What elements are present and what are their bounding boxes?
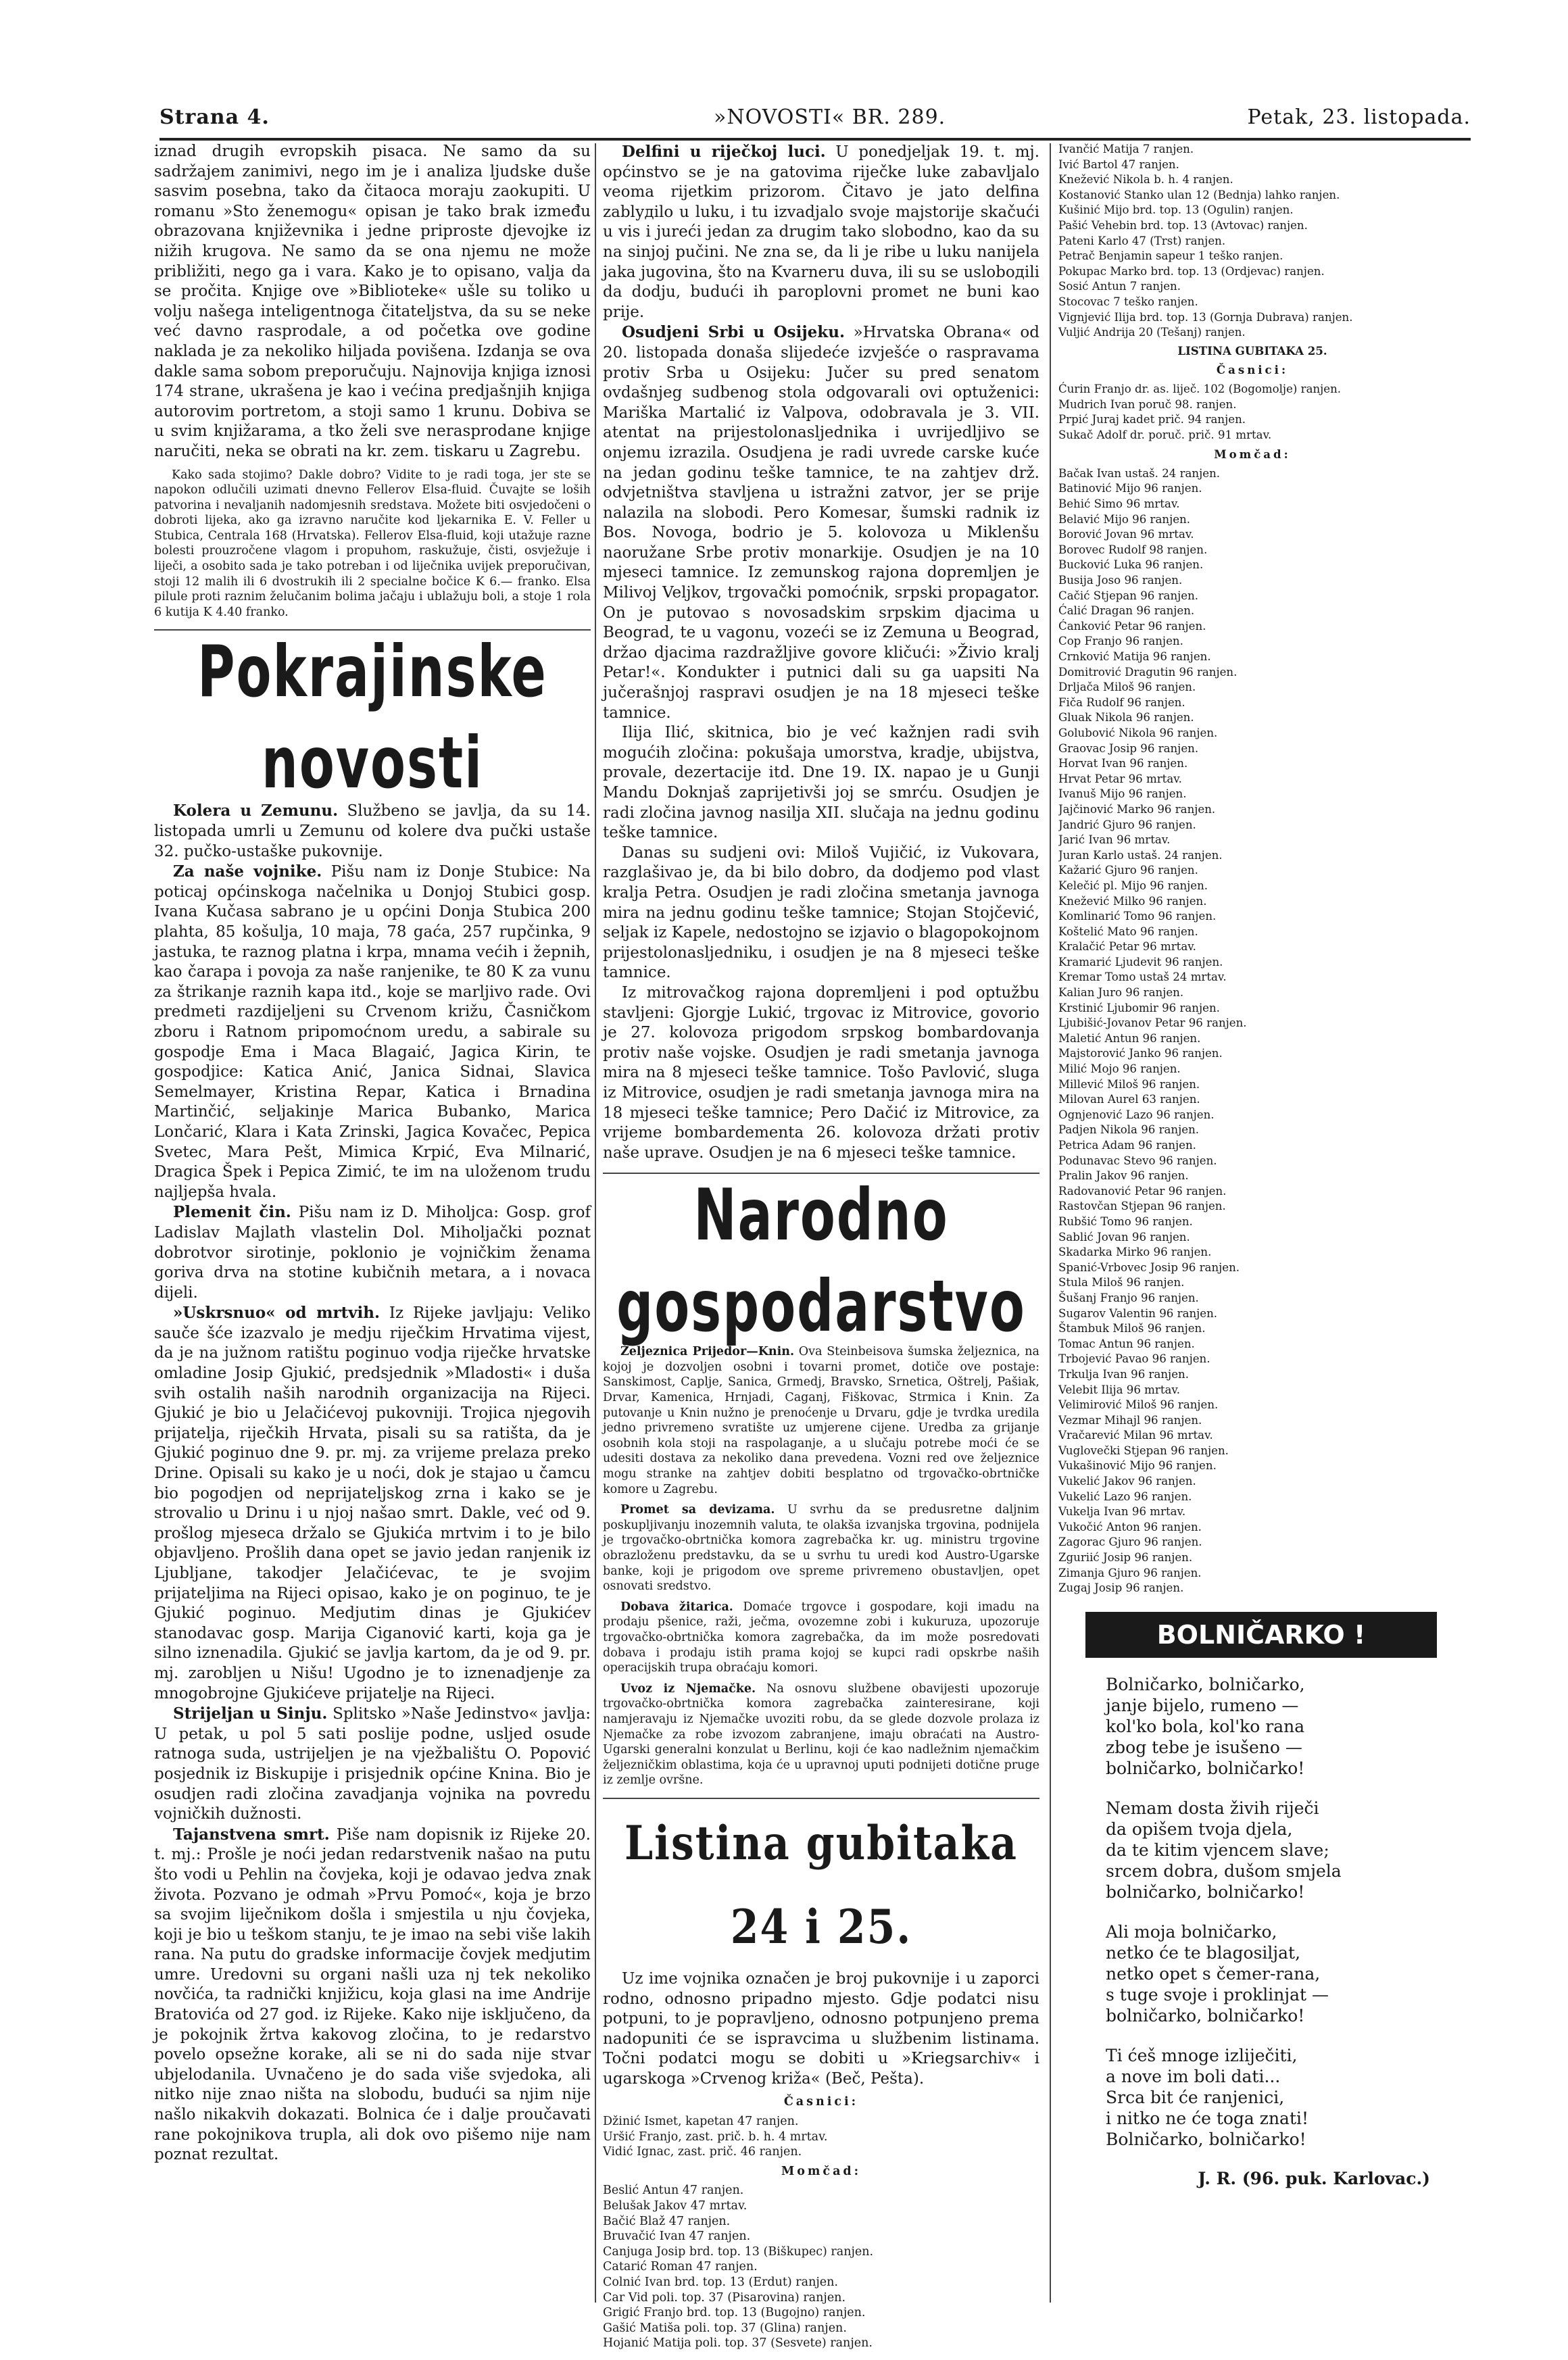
poem-line: janje bijelo, rumeno —: [1106, 1696, 1299, 1715]
list-item: Jandrić Gjuro 96 ranjen.: [1058, 818, 1196, 831]
list-item: Pašić Vehebin brd. top. 13 (Avtovac) ranjen.: [1058, 218, 1308, 232]
list-item: Pokupac Marko brd. top. 13 (Ordjevac) ranjen.: [1058, 264, 1325, 278]
article-text: Pišu nam iz Donje Stubice: Na poticaj općinskoga načelnika u Donjoj Stubici gosp. Ivana Kučasa sabrano je u općini Donja Stubica 200 plahta, 85 košulja, 10 maja, 78 gaća, 257 rupčinka, 9 jastuka, te raznog platna i krpa, mnama većih i žepnih, kao čarapa i povoja za naše ranjenike, te 80 K za vunu za štrikanje raznih kapa itd., koje se marljivo rade. Ovi predmeti razdijeljeni su Crvenom križu, Časničkom zboru i Ratnom pripomoćnom uredu, a sabirale su gospodje Ema i Maca Blagaić, Jagica Kirin, te gospodjice: Katica Anić, Janica Sidnai, Slavica Semelmayer, Kristina Repar, Katica i Brnadina Martinčić, seljakinje Marica Bubanko, Marica Lončarić, Klara i Kata Zrinski, Jagica Kovačec, Pepica Svetec, Mara Pešt, Mimica Krpić, Eva Milnarić, Dragica Špek i Pepica Zimić, te im na uloženom trudu najljepša hvala.: [154, 863, 591, 1201]
article-title: Plemenit čin.: [173, 1203, 291, 1222]
list-item: Trbojević Pavao 96 ranjen.: [1058, 1352, 1210, 1366]
list-item: Grigić Franjo brd. top. 13 (Bugojno) ranjen.: [603, 2306, 866, 2320]
list-heading: LISTINA GUBITAKA 25.: [1177, 343, 1327, 358]
list-item: Batinović Mijo 96 ranjen.: [1058, 482, 1202, 495]
list-item: Kramarić Ljudevit 96 ranjen.: [1058, 955, 1223, 968]
article-paragraph: Iz mitrovačkog rajona dopremljeni i pod optužbu stavljeni: Gjorgje Lukić, trgovac iz Mitrovice, govorio je 27. kolovoza prigodom srpskog bombardovanja protiv naše vojske. Osudjen je radi smetanja javnoga mira na 8 mjeseci teške tamnice. Tošo Pavlović, sluga iz Mitrovice, osudjen je radi smetanja javnoga mira na 18 mjeseci teške tamnice; Pero Dačić iz Mitrovice, za vrijeme bombardementa 26. kolovoza držati protiv naše uprave. Osudjen je na 6 mjeseci teške tamnice.: [603, 983, 1039, 1162]
list-item: Vukelja Ivan 96 mrtav.: [1058, 1505, 1186, 1519]
casualty-list: [603, 2114, 1039, 2160]
list-item: Maletić Antun 96 ranjen.: [1058, 1031, 1201, 1045]
list-item: Vezmar Mihajl 96 ranjen.: [1058, 1413, 1202, 1427]
list-item: Beslić Antun 47 ranjen.: [603, 2184, 744, 2198]
list-item: Bucković Luka 96 ranjen.: [1058, 558, 1204, 572]
article-title: Delfini u riječkoj luci.: [622, 143, 826, 161]
list-item: Colnić Ivan brd. top. 13 (Erdut) ranjen.: [603, 2276, 838, 2289]
list-item: Ivanuš Mijo 96 ranjen.: [1058, 787, 1187, 801]
list-item: Zguriić Josip 96 ranjen.: [1058, 1551, 1193, 1565]
article-text: U ponedjeljak 19. t. mj. općinstvo se je na gatovima riječke luke zabavljalo veoma rijetkim prizorom. Čitavo je jato delfina zablудilo u luku, i tu izvadjalo svoje majstorije skačući u vis i jureći jedan za drugim tako slobodno, kao da su na sinjoj pučini. Ne zna se, da li je ribe u luku nanijela jaka jugovina, što na Kvarneru duva, ili su se usloboдili da dodju, budući ih paroplovni promet ne buni kao prije.: [603, 143, 1039, 321]
article-paragraph: Danas su sudjeni ovi: Miloš Vujičić, iz Vukovara, razglašivao je, da bi bilo dobro, da dodjemo pod vlast kralja Petra. Osudjen je radi zločina smetanja javnoga mira na jednu godinu teške tamnice; Stojan Stojčević, seljak iz Kapele, nedostojno se izjavio o blagopokojnom prijestolonasljedniku, i osudjen je na 8 mjeseci teške tamnice.: [603, 843, 1039, 982]
list-item: Vukelić Jakov 96 ranjen.: [1058, 1475, 1196, 1488]
poem-stanza: [1106, 2045, 1437, 2150]
poem-line: Bolničarko, bolničarko!: [1106, 2130, 1306, 2149]
article-title: Kolera u Zemunu.: [173, 802, 339, 820]
list-item: Koštelić Mato 96 ranjen.: [1058, 925, 1198, 938]
list-item: Vračarević Milan 96 mrtav.: [1058, 1429, 1213, 1442]
section-heading: Pokrajinske novosti: [197, 630, 547, 805]
casualty-list: [1058, 466, 1446, 1596]
list-item: Vuljić Andrija 20 (Tešanj) ranjen.: [1058, 326, 1246, 339]
list-item: Knežević Nikola b. h. 4 ranjen.: [1058, 173, 1233, 187]
article-title: Dobava žitarica.: [620, 1600, 733, 1614]
poem-line: kol'ko bola, kol'ko rana: [1106, 1717, 1305, 1736]
list-item: Petrica Adam 96 ranjen.: [1058, 1139, 1196, 1152]
list-item: Zimanja Gjuro 96 ranjen.: [1058, 1566, 1202, 1579]
article-title: Strijeljan u Sinju.: [173, 1704, 328, 1723]
list-item: Cop Franjo 96 ranjen.: [1058, 635, 1183, 648]
article-text: U svrhu da se predusretne daljnim poskupljivanju inozemnih valuta, te olakša izvanjska trgovina, podnijela je trgovačko-obrtnička komora zagrebačka kr. ug. ministru trgovine obrazloženu predstavku, da se u svrhu tu uredi kod Austro-Ugarske banke, koji je prigodom ove spreme privremeno obustavljen, opet osnovati sredstvo.: [603, 1503, 1039, 1594]
poem-stanza: [1106, 1921, 1437, 2026]
list-item: Milovan Aurel 63 ranjen.: [1058, 1093, 1200, 1106]
column-rule: [1050, 143, 1051, 2303]
article-title: Osudjeni Srbi u Osijeku.: [622, 323, 845, 342]
article-text: Domaće trgovce i gospodare, koji imadu na prodaju pšenice, raži, ječma, ovozemne zobi i kukuruza, upozoruje trgovačko-obrtnička komora zagrebačka, da im može posredovati dobava i prodaju istih prama kojoj se kupci radi opskrbe naših operacijskih trupa obraćaju komori.: [603, 1600, 1039, 1675]
poem-stanza: [1106, 1798, 1437, 1902]
article-paragraph: Uz ime vojnika označen je broj pukovnije i u zaporci rodno, odnosno pripadno mjesto. Gdje podatci nisu potpuni, to je popravljeno, odnosno potpunjeno prema nadopuniti će se ispravcima u službenim listinama. Točni podatci mogu se dobiti u »Kriegsarchiv« i ugarskoga »Crvenog križa« (Beč, Pešta).: [603, 1969, 1039, 2088]
list-item: Canjuga Josip brd. top. 13 (Biškupec) ranjen.: [603, 2244, 874, 2259]
list-item: Spanić-Vrbovec Josip 96 ranjen.: [1058, 1260, 1240, 1274]
poem-line: Srca bit će ranjenici,: [1106, 2088, 1285, 2107]
column-1: [154, 142, 591, 2165]
list-item: Ćalić Dragan 96 ranjen.: [1058, 604, 1195, 618]
list-item: Vidić Ignac, zast. prič. 46 ranjen.: [603, 2145, 802, 2159]
column-rule: [595, 143, 596, 2303]
list-item: Crnković Matija 96 ranjen.: [1058, 650, 1211, 663]
list-item: Belavić Mijo 96 ranjen.: [1058, 512, 1191, 526]
list-item: Rastovčan Stjepan 96 ranjen.: [1058, 1200, 1226, 1213]
poem-stanza: [1106, 1674, 1437, 1779]
article-text: Na osnovu službene obavijesti upozoruje trgovačko-obrtnička komora zagrebačka zainteresirane, koji namjeravaju iz Njemačke uvoziti robu, da se gledе dozvole prolaza iz Njemačke za robe izvozom zabranjene, imaju obraćati na Austro-Ugarski generalni konzulat u Berlinu, koji će kao nadležnim njemačkim željezničkim oblastima, koja će u upravnoj uputi podnijeti dotične pruge iz zemlje ovršne.: [603, 1681, 1039, 1788]
list-item: Sugarov Valentin 96 ranjen.: [1058, 1306, 1218, 1320]
article-paragraph: iznad drugih evropskih pisaca. Ne samo da su sadržajem zanimivi, nego im je i analiza ljudske duše sasvim posebna, tako da čitaoca moraju zaokupiti. U romanu »Sto ženemogu« opisan je tako brak između obrazovana književnika i jedne priproste djevojke iz nižih krugova. Ne samo da se ona njemu ne može približiti, nego ga i vara. Kako je to opisano, valja da se pročita. Knjige ove »Biblioteke« ušle su toliko u volju našega inteligentnoga čitateljstva, da su se neke već davno rasprodale, a od početka ove godine naklada je za nekoliko hiljada povišena. Izdanja se ova dakle sama sobom preporučuju. Najnovija knjiga iznosi 174 strane, ukrašena je kao i većina predjašnjih knjiga autorovim portretom, a stoji samo 1 krunu. Dobiva se u svim knjižarama, a tko želi sve nerasprodane knjige naručiti, neka se obrati na kr. zem. tiskaru u Zagrebu.: [154, 143, 591, 460]
article-text: Ova Steinbeisova šumska željeznica, na kojoj je dozvoljen osobni i tovarni promet, dotiče ove postaje: Sanskimost, Caplje, Sanica, Grmedj, Bravsko, Srnetica, Oštrelj, Pašiak, Drvar, Kamenica, Hrnjadi, Caganj, Fiškovac, Strmica i Knin. Za putovanje u Knin nužno je prenoćenje u Drvaru, gdje je tvrdka uredila jedno privremeno svratište uz umjerene cijene. Uredba za grijanje osobnih kola stoji na raspolaganje, a u slučaju potrebe moći će se udesiti dostava za nekoliko dana prevedena. Vozni red ove željeznice mogu stranke na zahtjev dobiti besplatno od trgovačko-obrtničke komore u Zagrebu.: [603, 1345, 1039, 1496]
list-item: Borovec Rudolf 98 ranjen.: [1058, 543, 1208, 556]
poem-stanzas: [1085, 1674, 1437, 2150]
list-item: Vukelić Lazo 96 ranjen.: [1058, 1490, 1192, 1503]
article-text: Splitsko »Naše Jedinstvo« javlja: U petak, u pol 5 sati poslije podne, usljed osude ratnoga suda, ustrijeljen je na vježbalištu O. Popović posjednik iz Biskupije i prisjednik općine Knina. Bio je osudjen radi zločina zavadjanja vojnika na povredu vojničkih dužnosti.: [154, 1705, 591, 1823]
list-item: Kalian Juro 96 ranjen.: [1058, 986, 1184, 1000]
list-item: Podunavac Stevo 96 ranjen.: [1058, 1154, 1217, 1167]
list-item: Knežević Milko 96 ranjen.: [1058, 894, 1207, 908]
list-item: Stula Miloš 96 ranjen.: [1058, 1276, 1185, 1289]
list-item: Pralin Jakov 96 ranjen.: [1058, 1169, 1189, 1183]
article-title: Za naše vojnike.: [173, 862, 322, 881]
section-heading: Listina gubitaka 24 i 25.: [624, 1816, 1019, 1955]
poem-line: da te kitim vjencem slave;: [1106, 1840, 1329, 1860]
list-item: Milić Mojo 96 ranjen.: [1058, 1062, 1181, 1076]
list-item: Komlinarić Tomo 96 ranjen.: [1058, 910, 1217, 923]
casualty-list: [603, 2183, 1039, 2351]
list-item: Stocovac 7 teško ranjen.: [1058, 295, 1198, 308]
list-heading: Časnici:: [783, 2095, 859, 2109]
poem-line: netko će te blagosiljat,: [1106, 1943, 1301, 1963]
list-item: Bačak Ivan ustaš. 24 ranjen.: [1058, 466, 1221, 480]
list-item: Fiča Rudolf 96 ranjen.: [1058, 695, 1185, 709]
poem-line: zbog tebe je isušeno —: [1106, 1738, 1302, 1757]
list-heading: Momčad:: [781, 2164, 862, 2178]
list-item: Horvat Ivan 96 ranjen.: [1058, 757, 1188, 770]
list-item: Catarić Roman 47 ranjen.: [603, 2260, 758, 2274]
list-item: Juran Karlo ustaš. 24 ranjen.: [1058, 848, 1223, 862]
list-item: Trkulja Ivan 96 ranjen.: [1058, 1367, 1189, 1381]
list-item: Cačić Stjepan 96 ranjen.: [1058, 589, 1199, 602]
poem-line: s tuge svoje i proklinjat —: [1106, 1985, 1329, 2005]
article-text: Piše nam dopisnik iz Rijeke 20. t. mj.: Prošle je noći jedan redarstvenik našao na putu što vodi u Pehlin na čovjeka, koji je odavao jedva znak života. Pozvano je odmah »Prvu Pomoć«, koja je brzo sa svojim liječnikom došla i smjestila u nju čovjeka, koji je bio u teškom stanju, te je imao na sebi više lakih rana. Na putu do gradske informacije čovjek medjutim umre. Uredovni su organi našli uza nj tek nekoliko novčića, ta radnički knjižicu, koja glasi na ime Andrije Bratovića od 27 god. iz Rijeke. Kako nije isključeno, da je pokojnik žrtva kakovog zločina, to je redarstvo povelo opsežne korake, ali se ni do sada nije stvar ubjelodanila. Uvnačeno je do sada više svjedoka, ali nitko nije znao ništa na slobodu, budući sa njim nije našlo nikakvih dokazati. Bolnica će i dalje proučavati rane pokojnikova trupla, ali dok ovo pišemo nije nam poznat rezultat.: [154, 1825, 591, 2164]
list-item: Kremar Tomo ustaš 24 mrtav.: [1058, 970, 1227, 984]
issue-date: Petak, 23. listopada.: [1247, 105, 1471, 129]
list-item: Ljubišić-Jovanov Petar 96 ranjen.: [1058, 1016, 1247, 1030]
list-item: Hrvat Petar 96 mrtav.: [1058, 772, 1182, 785]
list-item: Belušak Jakov 47 mrtav.: [603, 2199, 748, 2213]
poem-line: Ti ćeš mnoge izliječiti,: [1106, 2046, 1298, 2065]
poem-line: Nemam dosta živih riječi: [1106, 1798, 1319, 1818]
list-item: Gašić Matiša poli. top. 37 (Glina) ranjen.: [603, 2321, 847, 2335]
poem-box: [1085, 1612, 1437, 2207]
list-item: Šušanj Franjo 96 ranjen.: [1058, 1291, 1199, 1304]
casualty-list: [1058, 382, 1446, 443]
list-item: Vuglovečki Stjepan 96 ranjen.: [1058, 1444, 1229, 1457]
poem-line: da opišem tvoja djela,: [1106, 1819, 1293, 1839]
casualty-list: [1058, 142, 1446, 341]
list-item: Zugaj Josip 96 ranjen.: [1058, 1581, 1184, 1595]
poem-line: netko opet s čemer-rana,: [1106, 1964, 1321, 1984]
article-text: Iz Rijeke javljaju: Veliko sauče šće izazvalo je medju riječkim Hrvatima vijest, da je na južnom ratištu poginuo vodja riječke hrvatske omladine Josip Gjukić, predsjednik »Mladosti« i duša svih ostalih naših narodnih organizacija na Rijeci. Gjukić je bio u Jelačićevoj pukovniji. Trojica njegovih prijatelja, riječkih Hrvata, pisali su sa ratišta, da je Gjukić poginuo dne 9. pr. mj. za vrijeme prelaza preko Drine. Opisali su kako je u noći, dok je stajao u čamcu bio pogodjen od neprijateljskog zrna i kako se je strovalio u Drinu i u njoj našao smrt. Dakle, već od 9. prošlog mjeseca držalo se Gjukića mrtvim i to je bilo objavljeno. Prošlih dana opet se javio jedan ranjenik iz Ljubljane, takodjer Jelačićevac, te je svojim prijateljima na Rijeci opisao, kako je on poginuo, te je Gjukić poginuo. Medjutim dinas je Gjukićev stanodavac gosp. Marija Ciganović karti, koja ga je silno iznenadila. Gjukić se javlja kartom, da je od 9. pr. mj. zarobljen u Nišu! Ugodno je to iznenadjenje za mnogobrojne Gjukićeve prijatelje na Rijeci.: [154, 1304, 591, 1702]
list-item: Zagorac Gjuro 96 ranjen.: [1058, 1535, 1202, 1549]
list-item: Bačić Blaž 47 ranjen.: [603, 2214, 731, 2228]
list-item: Behić Simo 96 mrtav.: [1058, 497, 1180, 511]
list-item: Car Vid poli. top. 37 (Pisarovina) ranjen.: [603, 2290, 846, 2305]
poem-line: bolničarko, bolničarko!: [1106, 1882, 1305, 1902]
list-item: Jarić Ivan 96 mrtav.: [1058, 833, 1171, 847]
article-text: Službeno se javlja, da su 14. listopada umrli u Zemunu od kolere dva pučki ustaše 32. pučko-ustaške pukovnije.: [154, 802, 591, 860]
poem-signature: J. R. (96. puk. Karlovac.): [1198, 2169, 1430, 2188]
list-item: Ivančić Matija 7 ranjen.: [1058, 143, 1194, 155]
column-2: [603, 142, 1039, 2351]
list-item: Skadarka Mirko 96 ranjen.: [1058, 1246, 1212, 1259]
newspaper-issue: »NOVOSTI« BR. 289.: [714, 105, 946, 129]
list-item: Sukač Adolf dr. poruč. prič. 91 mrtav.: [1058, 428, 1272, 441]
article-text: »Hrvatska Obrana« od 20. listopada donaša slijedeće izvješće o raspravama protiv Srba u Osijeku: Jučer su pred senatom ovdašnjeg sudbenog stola odgovarali ovi optuženici: Mariška Martalić iz Valpova, odobravala je 3. VII. atentat na prijestolonasljednika i uvrijedljivo se onjemu izrazila. Osudjena je radi uvrede carske kuće na jedan godinu teške tamnice, te na zahtjev drž. odvjetništva stavljena u istražni zatvor, jer se prije nalazila na slobodi. Pero Komesar, šumski radnik iz Bos. Novoga, bodrio je 5. kolovoza u Miklenšu naoružane Srbe protiv monarkije. Osudjen je na 10 mjeseci tamnice. Iz zemunskog rajona dopremljen je Milivoj Veljkov, trgovački pomoćnik, srpski propagator. On je putovao s novosadskim srpskim djacima u Beograd, te u vagonu, vozeći se iz Zemuna u Beograd, držao djacima razdražljive govore kličući: »Živio kralj Petar!«. Kondukter i putnici dali su ga uapsiti Na jučerašnjoj raspravi osudjen je na 18 mjeseci teške tamnice.: [603, 324, 1039, 722]
list-heading: Momčad:: [1214, 447, 1291, 462]
list-item: Džinić Ismet, kapetan 47 ranjen.: [603, 2115, 799, 2129]
list-item: Velimirović Miloš 96 ranjen.: [1058, 1398, 1219, 1412]
poem-line: a nove im boli dati...: [1106, 2067, 1281, 2086]
list-item: Kostanović Stanko ulan 12 (Bednja) lahko ranjen.: [1058, 188, 1340, 201]
poem-line: bolničarko, bolničarko!: [1106, 1759, 1305, 1778]
list-item: Mudrich Ivan poruč 98. ranjen.: [1058, 397, 1237, 411]
list-item: Vignjević Ilija brd. top. 13 (Gornja Dubrava) ranjen.: [1058, 310, 1353, 324]
list-item: Tomac Antun 96 ranjen.: [1058, 1337, 1195, 1350]
article-title: Promet sa devizama.: [620, 1503, 775, 1517]
article-paragraph: Ilija Ilić, skitnica, bio je već kažnjen radi svih mogućih zločina: pokušaja umorstva, kradje, ubijstva, provale, dezertacije itd. Dne 19. IX. napao je u Gunji Mandu Doknjaš zaprijetivši joj se smrću. Osudjen je radi zločina javnog nasilja XII. slučaja na jednu godinu teške tamnice.: [603, 724, 1039, 842]
list-item: Borović Jovan 96 mrtav.: [1058, 528, 1194, 541]
list-item: Busija Joso 96 ranjen.: [1058, 574, 1183, 587]
page-header: [160, 101, 1471, 141]
article-title: Uvoz iz Njemačke.: [620, 1681, 756, 1696]
poem-line: i nitko ne će toga znati!: [1106, 2109, 1309, 2128]
list-item: Ćanković Petar 96 ranjen.: [1058, 619, 1206, 633]
section-heading: Narodno gospodarstvo: [616, 1173, 1026, 1348]
article-text: Pišu nam iz D. Miholjca: Gosp. grof Ladislav Majlath vlastelin Dol. Miholjački poznat dobrotvor sirotinje, poklonio je vojničkim ženama goriva drva na stotine kubičnih metara, a i novaca dijeli.: [154, 1204, 591, 1302]
article-title: Tajanstvena smrt.: [173, 1825, 330, 1844]
list-item: Vukašinović Mijo 96 ranjen.: [1058, 1459, 1217, 1473]
list-item: Bruvačić Ivan 47 ranjen.: [603, 2230, 751, 2244]
list-item: Vukočić Anton 96 ranjen.: [1058, 1520, 1202, 1533]
list-item: Krstinić Ljubomir 96 ranjen.: [1058, 1001, 1220, 1014]
list-item: Rubšić Tomo 96 ranjen.: [1058, 1214, 1193, 1228]
list-item: Hojanić Matija poli. top. 37 (Sesvete) ranjen.: [603, 2336, 873, 2351]
list-item: Kelečić pl. Mijo 96 ranjen.: [1058, 879, 1208, 892]
list-item: Radovanović Petar 96 ranjen.: [1058, 1184, 1227, 1198]
list-item: Prpić Juraj kadet prič. 94 ranjen.: [1058, 413, 1246, 426]
list-item: Gluak Nikola 96 ranjen.: [1058, 711, 1194, 724]
list-item: Štambuk Miloš 96 ranjen.: [1058, 1322, 1206, 1335]
list-item: Domitrović Dragutin 96 ranjen.: [1058, 665, 1238, 679]
column-3: [1058, 142, 1446, 1596]
list-item: Padjen Nikola 96 ranjen.: [1058, 1123, 1200, 1137]
list-item: Uršić Franjo, zast. prič. b. h. 4 mrtav.: [603, 2130, 828, 2144]
list-item: Kušinić Mijo brd. top. 13 (Ogulin) ranjen.: [1058, 203, 1294, 217]
list-item: Graovac Josip 96 ranjen.: [1058, 741, 1199, 755]
list-item: Drljača Miloš 96 ranjen.: [1058, 681, 1196, 694]
divider: [603, 1798, 1039, 1799]
list-item: Millević Miloš 96 ranjen.: [1058, 1077, 1200, 1091]
list-item: Sosić Antun 7 ranjen.: [1058, 280, 1181, 293]
list-item: Majstorović Janko 96 ranjen.: [1058, 1047, 1223, 1060]
poem-line: bolničarko, bolničarko!: [1106, 2006, 1305, 2025]
list-item: Jajčinović Marko 96 ranjen.: [1058, 802, 1216, 816]
list-item: Kralačić Petar 96 mrtav.: [1058, 940, 1196, 954]
list-item: Golubović Nikola 96 ranjen.: [1058, 726, 1218, 739]
article-title: »Uskrsnuo« od mrtvih.: [173, 1304, 381, 1323]
list-item: Ognjenović Lazo 96 ranjen.: [1058, 1108, 1215, 1121]
list-item: Velebit Ilija 96 mrtav.: [1058, 1383, 1181, 1396]
list-heading: Časnici:: [1216, 363, 1289, 377]
poem-line: Ali moja bolničarko,: [1106, 1922, 1277, 1942]
page-number: Strana 4.: [160, 105, 270, 129]
poem-line: Bolničarko, bolničarko,: [1106, 1675, 1305, 1694]
list-item: Pateni Karlo 47 (Trst) ranjen.: [1058, 234, 1226, 247]
poem-title: BOLNIČARKO !: [1085, 1612, 1437, 1658]
list-item: Sablić Jovan 96 ranjen.: [1058, 1230, 1190, 1244]
list-item: Ćurin Franjo dr. as. liječ. 102 (Bogomolje) ranjen.: [1058, 382, 1342, 395]
advertisement: Kako sada stojimo? Dakle dobro? Vidite to je radi toga, jer ste se napokon odlučili uzimati dnevno Fellerov Elsa-fluid. Čuvajte se loših patvorina i nevaljanih nadomjesnih sredstava. Možete biti osvjedočeni o dobroti lijeka, ako ga izravno naručite kod ljekarnika E. V. Feller u Stubica, Centrala 168 (Hrvatska). Fellerov Elsa-fluid, koji utažuje razne bolesti prouzročene vlagom i propuhom, raskužuje, čisti, osvježuje i liječi, a osobito sada je tako potreban i od liječnika uvijek preporučivan, stoji 12 malih ili 6 dvostrukih ili 2 specialne bočice K 6.— franko. Elsa pilule proti raznim želučanim bolima jačaju i ublažuju boli, a stoje 1 rola 6 kutija K 4.40 franko.: [154, 468, 591, 619]
list-item: Kažarić Gjuro 96 ranjen.: [1058, 864, 1198, 877]
poem-line: srcem dobra, dušom smjela: [1106, 1861, 1342, 1881]
article-title: Željeznica Prijedor—Knin.: [620, 1345, 795, 1359]
list-item: Petrač Benjamin sapeur 1 teško ranjen.: [1058, 249, 1283, 263]
list-item: Ivić Bartol 47 ranjen.: [1058, 157, 1179, 171]
